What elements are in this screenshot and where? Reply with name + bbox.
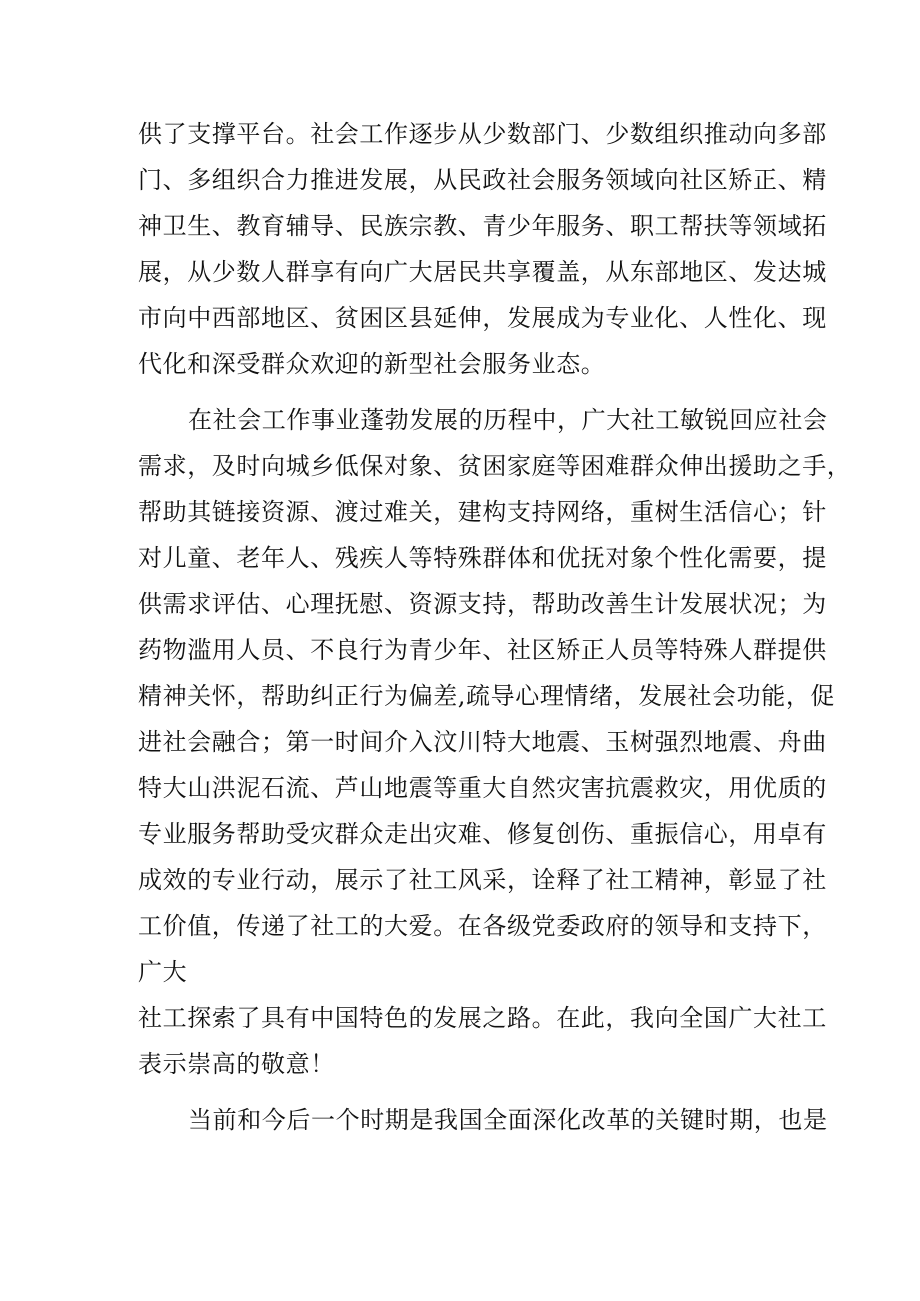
text-line: 需求，及时向城乡低保对象、贫困家庭等困难群众伸出援助之手， (138, 452, 852, 480)
text-line: 供需求评估、心理抚慰、资源支持，帮助改善生计发展状况；为 (138, 590, 827, 618)
text-line: 社工探索了具有中国特色的发展之路。在此，我向全国广大社工 (138, 1004, 827, 1032)
text-line: 帮助其链接资源、渡过难关，建构支持网络，重树生活信心；针 (138, 498, 827, 526)
text-line: 对儿童、老年人、残疾人等特殊群体和优抚对象个性化需要，提 (138, 544, 827, 572)
text-line: 供了支撑平台。社会工作逐步从少数部门、少数组织推动向多部 (138, 120, 827, 148)
text-line: 成效的专业行动，展示了社工风采，诠释了社工精神，彰显了社 (138, 866, 827, 894)
paragraph-first-line: 当前和今后一个时期是我国全面深化改革的关键时期，也是 (188, 1106, 828, 1134)
text-line: 药物滥用人员、不良行为青少年、社区矫正人员等特殊人群提供 (138, 636, 827, 664)
text-line: 进社会融合；第一时间介入汶川特大地震、玉树强烈地震、舟曲 (138, 728, 827, 756)
text-line: 精神关怀，帮助纠正行为偏差,疏导心理情绪，发展社会功能，促 (138, 682, 836, 710)
text-line: 代化和深受群众欢迎的新型社会服务业态。 (138, 350, 606, 378)
text-line: 展，从少数人群享有向广大居民共享覆盖，从东部地区、发达城 (138, 258, 827, 286)
text-line: 工价值，传递了社工的大爱。在各级党委政府的领导和支持下， (138, 912, 827, 940)
text-line: 广大 (138, 958, 188, 986)
text-line: 表示崇高的敬意！ (138, 1050, 335, 1078)
text-line: 专业服务帮助受灾群众走出灾难、修复创伤、重振信心，用卓有 (138, 820, 827, 848)
text-line: 门、多组织合力推进发展，从民政社会服务领域向社区矫正、精 (138, 166, 827, 194)
text-line: 市向中西部地区、贫困区县延伸，发展成为专业化、人性化、现 (138, 304, 827, 332)
text-line: 特大山洪泥石流、芦山地震等重大自然灾害抗震救灾，用优质的 (138, 774, 827, 802)
paragraph-first-line: 在社会工作事业蓬勃发展的历程中，广大社工敏锐回应社会 (188, 406, 828, 434)
text-line: 神卫生、教育辅导、民族宗教、青少年服务、职工帮扶等领域拓 (138, 212, 827, 240)
